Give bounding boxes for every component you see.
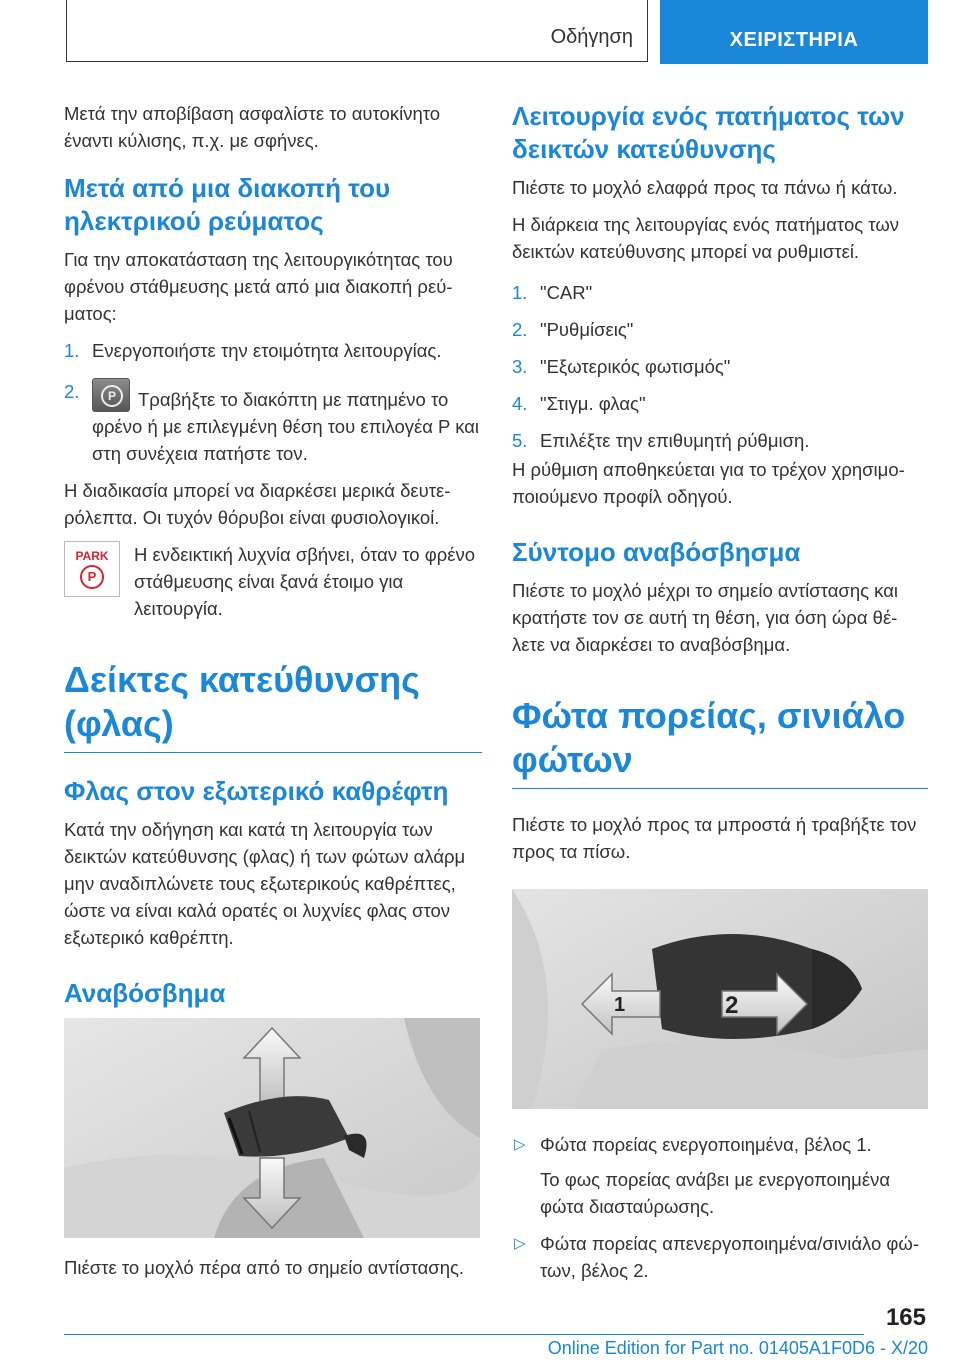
power-failure-heading: Μετά από μια διακοπή του ηλεκτρικού ρεύματος [64, 173, 391, 236]
bullet-subtext: Το φως πορείας ανάβει με ενεργοποιημένα φώτα διασταύρωσης. [540, 1169, 891, 1217]
single-touch-heading: Λειτουργία ενός πατήματος των δεικτών κατεύθυνσης [512, 101, 905, 164]
bullet-text: Φώτα πορείας ενεργοποιημένα, βέλος 1. [540, 1134, 872, 1155]
list-item [512, 1131, 928, 1158]
high-beam-heading: Φώτα πορείας, σινιάλο φώτων [512, 695, 906, 780]
footer-divider [64, 1334, 864, 1335]
section-heading: Δείκτες κατεύθυνσης (φλας) [64, 659, 420, 744]
step-number: 4. [512, 393, 528, 414]
right-column [512, 100, 928, 1292]
turn-signals-section [64, 658, 482, 753]
left-column [64, 100, 482, 1291]
list-item [64, 378, 482, 467]
bullet-triangle-icon: ▷ [514, 1136, 526, 1153]
mirror-text: Κατά την οδήγηση και κατά τη λειτουργία των δεικτών κατεύθυνσης (φλας) ή των φώτων αλάρμ μην αναδιπλώνετε τους εξωτερικούς καθρέπτες, ώστε να είναι καλά ορατές οι λυχνίες φλας στον εξωτερικό καθρέπτη. [64, 819, 466, 948]
brief-flash-heading: Σύντομο αναβόσβησμα [512, 537, 801, 567]
step-text: Τραβήξτε το διακόπτη με πατημένο το φρένο ή με επιλεγμένη θέση του επιλογέα P και στη συνέχεια πατήστε τον. [92, 389, 480, 464]
high-beam-bullets-2 [512, 1230, 928, 1284]
park-indicator-note [64, 541, 482, 622]
flash-caption: Πιέστε το μοχλό πέρα από το σημείο αντίστασης. [64, 1257, 465, 1278]
step-text: "CAR" [540, 282, 593, 303]
page-number: 165 [885, 1304, 926, 1331]
park-warning-icon [64, 541, 120, 597]
single-touch-text-2: Η διάρκεια της λειτουργίας ενός πατήματος των δεικτών κατεύθυνσης μπορεί να ρυθμιστεί. [512, 214, 900, 262]
tab-chapter: ΧΕΙΡΙΣΤΗΡΙΑ [660, 0, 928, 64]
tab-section: Οδήγηση [66, 0, 648, 62]
list-item [512, 316, 928, 343]
step-text: Ενεργοποιήστε την ετοιμότητα λειτουργίας. [92, 340, 442, 361]
step-number: 3. [512, 356, 528, 377]
arrow-1-label: 1 [614, 994, 626, 1016]
flash-heading: Αναβόσβημα [64, 978, 226, 1008]
intro-paragraph: Μετά την αποβίβαση ασφαλίστε το αυτοκίνητο έναντι κύλισης, π.χ. με σφήνες. [64, 103, 441, 151]
park-indicator-label: PARK [75, 548, 109, 563]
high-beam-bullets [512, 1131, 928, 1158]
arrow-2-label: 2 [725, 992, 739, 1019]
power-failure-text: Για την αποκατάσταση της λειτουργικότητας του φρένου στάθμευσης μετά από μια διακοπή ρεύ- ματος: [64, 249, 453, 324]
settings-steps-list [512, 279, 928, 454]
edition-text: Online Edition for Part no. 01405A1F0D6 - X/20 [547, 1338, 928, 1358]
step-number: 2. [64, 381, 80, 402]
bullet-text: Φώτα πορείας απενεργοποιημένα/σινιάλο φώ- των, βέλος 2. [540, 1233, 920, 1281]
park-indicator-symbol: P [80, 565, 104, 589]
power-steps-list [64, 337, 482, 467]
brief-flash-text: Πιέστε το μοχλό μέχρι το σημείο αντίστασης και κρατήστε τον σε αυτή τη θέση, για όση ώρα θέ- λετε να διαρκέσει το αναβόσβημα. [512, 580, 898, 655]
list-item [512, 427, 928, 454]
procedure-text: Η διαδικασία μπορεί να διαρκέσει μερικά δευτε- ρόλεπτα. Οι τυχόν θόρυβοι είναι φυσιολογικοί. [64, 480, 451, 528]
high-beam-section [512, 694, 928, 789]
indicator-lever-figure [64, 1018, 480, 1238]
step-number: 1. [64, 340, 80, 361]
list-item [512, 353, 928, 380]
step-number: 1. [512, 282, 528, 303]
parking-brake-switch-icon: P [92, 378, 130, 412]
profile-text: Η ρύθμιση αποθηκεύεται για το τρέχον χρησιμο- ποιούμενο προφίλ οδηγού. [512, 459, 905, 507]
step-text: "Ρυθμίσεις" [540, 319, 634, 340]
step-text: "Εξωτερικός φωτισμός" [540, 356, 731, 377]
step-text: Επιλέξτε την επιθυμητή ρύθμιση. [540, 430, 810, 451]
header-tabs [66, 0, 928, 64]
list-item [512, 390, 928, 417]
indicator-text: Η ενδεικτική λυχνία σβήνει, όταν το φρένο στάθμευσης είναι ξανά έτοιμο για λειτουργία. [134, 544, 476, 619]
list-item [512, 1230, 928, 1284]
bullet-triangle-icon: ▷ [514, 1235, 526, 1252]
step-number: 5. [512, 430, 528, 451]
step-number: 2. [512, 319, 528, 340]
lever-up-down-illustration [64, 1018, 480, 1238]
list-item [512, 279, 928, 306]
lever-forward-back-illustration [512, 889, 928, 1109]
high-beam-text: Πιέστε το μοχλό προς τα μπροστά ή τραβήξτε τον προς τα πίσω. [512, 814, 917, 862]
list-item [64, 337, 482, 364]
high-beam-lever-figure [512, 889, 928, 1109]
single-touch-text-1: Πιέστε το μοχλό ελαφρά προς τα πάνω ή κάτω. [512, 177, 898, 198]
mirror-heading: Φλας στον εξωτερικό καθρέφτη [64, 776, 449, 806]
step-text: "Στιγμ. φλας" [540, 393, 646, 414]
